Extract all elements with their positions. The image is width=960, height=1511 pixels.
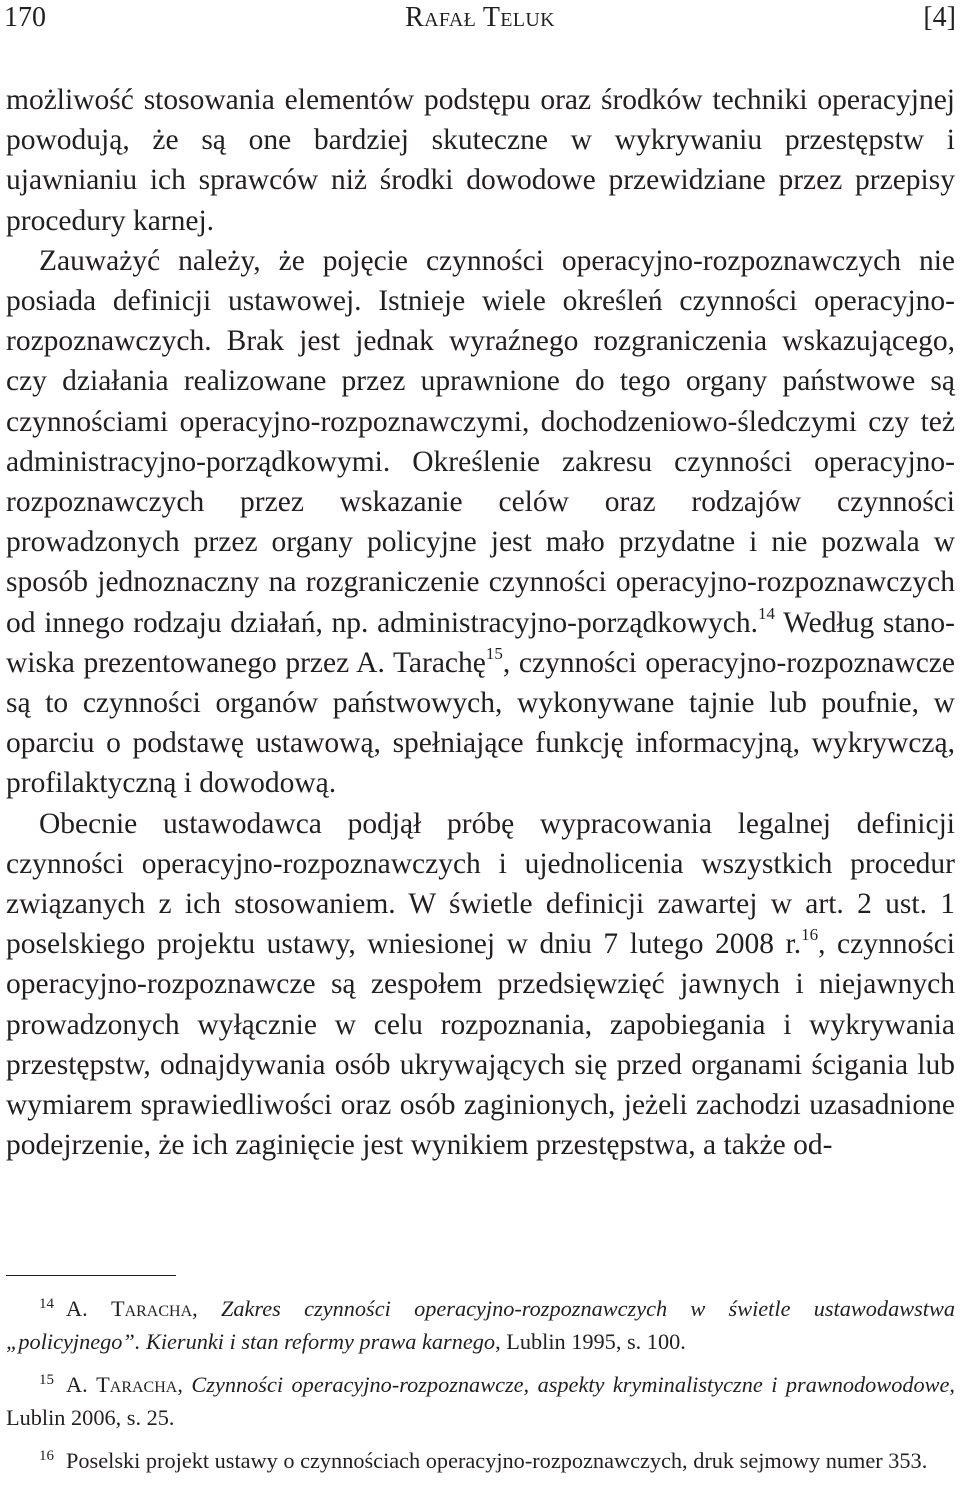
paragraph-text: możliwość stosowania elementów podstępu oraz środków techniki operacyjnej powodują, że są one bardziej skuteczne w wykrywaniu przestępstw i ujawnianiu ich sprawców niż środki dowodowe przewidziane przez przepisy procedury karnej. [6,84,955,237]
footnote-separator-text: , [177,1372,192,1397]
footnote-ref-14[interactable]: 14 [758,603,776,623]
footnote-ref-16[interactable]: 16 [801,925,819,945]
paragraph-text: Obecnie ustawodawca podjął próbę wypracowania legalnej definicji czynności operacyjno-rozpoznawczych i ujednolicenia wszystkich procedur związanych z ich stosowaniem. W świetle definicji zawartej w art. 2 ust. 1 poselskiego projektu ustawy, wniesionej w dniu 7 lutego 2008 r. [6,807,955,961]
footnote-separator [6,1275,176,1276]
paragraph-text: , czynności operacyjno-rozpoznawcze są to czynności organów państwowych, wykonywane tajnie lub poufnie, w oparciu o podstawę ustawową, spełniające funkcję informacyjną, wykrywczą, profilaktyczną i dowodową. [6,646,955,800]
footnote-title: Zakres czynności operacyjno-rozpoznawczych w świetle ustawodawstwa „policyjnego”. Kierunki i stan reformy prawa karnego [6,1296,955,1354]
footnote-16 [6,1444,955,1477]
page-header [4,0,956,36]
footnote-rest: , Lublin 1995, s. 100. [495,1329,686,1354]
footnote-ref-15[interactable]: 15 [485,643,503,663]
running-head: Rafał Teluk [405,2,555,33]
footnote-author-name: Taracha [110,1296,193,1321]
footnote-text: Poselski projekt ustawy o czynnościach operacyjno-rozpoznawczych, druk sejmowy numer 353. [66,1448,928,1473]
paragraph-text: Według stanowiska prezentowanego przez A. Tarachę [6,606,955,679]
footnotes [6,1292,955,1487]
footnote-author-name: Taracha [96,1372,178,1397]
footnote-14 [6,1292,955,1358]
footnote-separator-text: , [192,1296,221,1321]
footnote-author-initial: A. [66,1372,97,1397]
footnote-number: 15 [39,1372,54,1388]
footnote-15 [6,1368,955,1434]
paragraph-text: , czynności operacyjno-rozpoznawcze są zespołem przedsięwzięć jawnych i niejawnych prowadzonych wyłącznie w celu rozpoznania, zapobiegania i wykrywania przestępstw, odnajdywania osób ukrywających się przed organami ścigania lub wymiarem sprawiedliwości oraz osób zaginionych, jeżeli zachodzi uzasadnione podejrzenie, że ich zaginięcie jest wynikiem przestępstwa, a także od- [6,928,955,1162]
footnote-number: 16 [39,1448,54,1464]
footnote-author-initial: A. [66,1296,111,1321]
page-number: 170 [4,2,46,33]
paragraph-text: Zauważyć należy, że pojęcie czynności operacyjno-rozpoznawczych nie posiada definicji ustawowej. Istnieje wiele określeń czynności operacyjno-rozpoznawczych. Brak jest jednak wyraźnego rozgraniczenia wskazującego, czy działania realizowane przez uprawnione do tego organy państwowe są czynnościami operacyjno-rozpoznawczymi, dochodzeniowo-śledczymi czy też administracyjno-porządkowymi. Określenie zakresu czynności operacyjno-rozpoznawczych przez wskazanie celów oraz rodzajów czynności prowadzonych przez organy policyjne jest mało przydatne i nie pozwala w sposób jednoznaczny na rozgraniczenie czynności operacyjno-rozpoznawczych od innego rodzaju działań, np. administracyjno-porządkowych. [6,244,955,639]
paragraph-3 [6,804,955,1166]
main-text [6,80,955,1165]
footnote-rest: , Lublin 2006, s. 25. [6,1372,955,1430]
section-number: [4] [923,2,956,33]
footnote-number: 14 [39,1296,54,1312]
paragraph-2 [6,241,955,804]
paragraph-1 [6,80,955,241]
footnote-title: Czynności operacyjno-rozpoznawcze, aspekty kryminalistyczne i prawnodowodowe [191,1372,950,1397]
